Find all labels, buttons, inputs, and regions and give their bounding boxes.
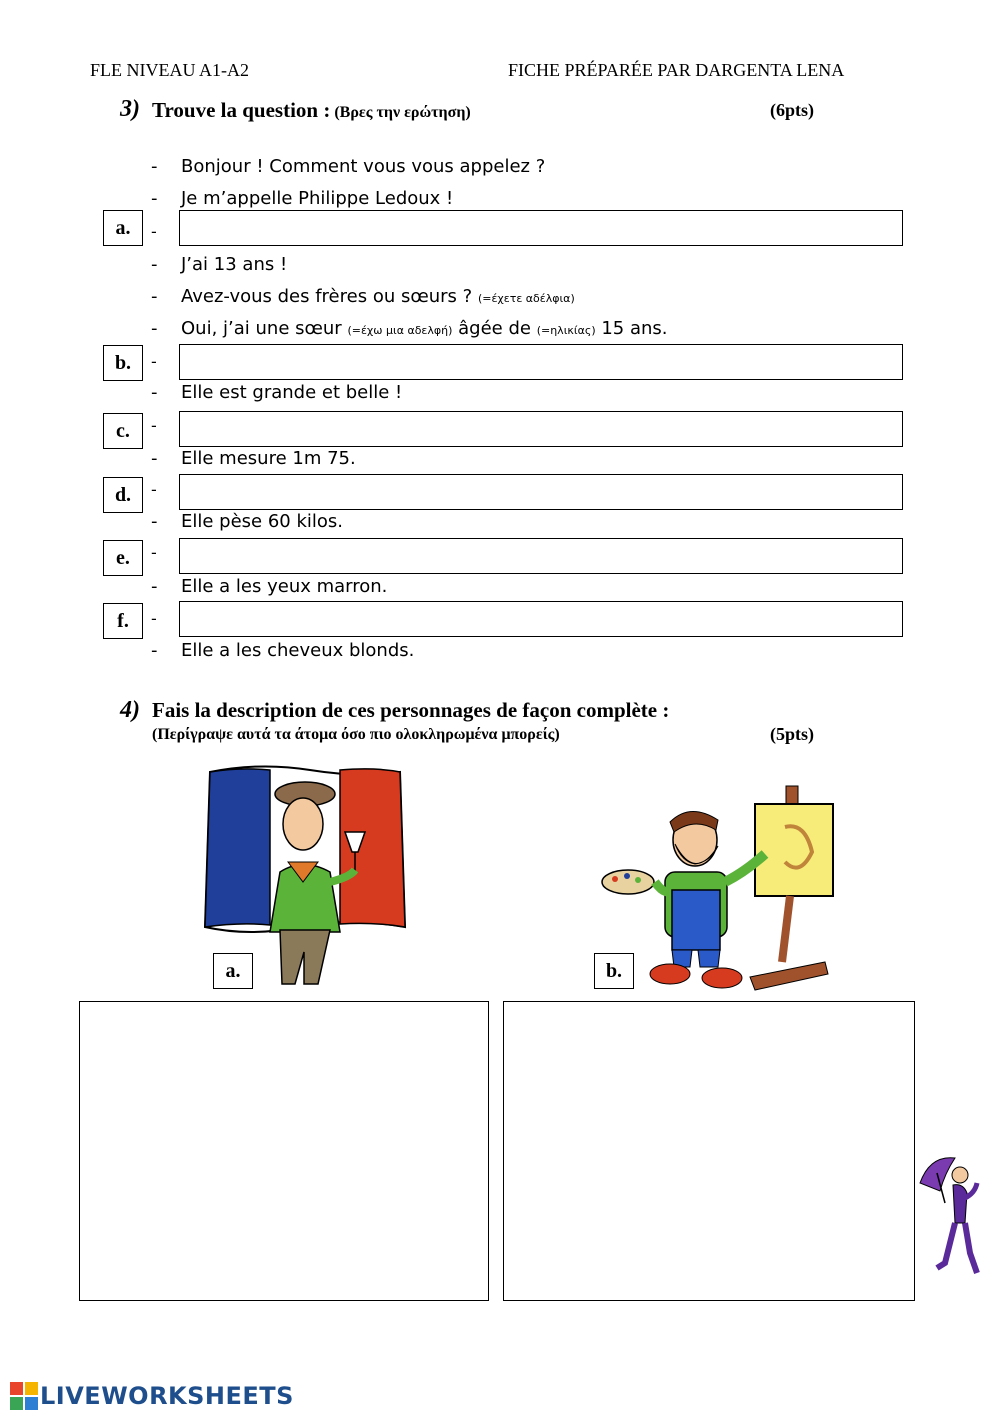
dash-a: - xyxy=(151,222,157,241)
dialogue-line-10: - Elle a les cheveux blonds. xyxy=(151,640,415,661)
section4-title: Fais la description de ces personnages de façon complète : xyxy=(152,698,670,722)
answer-field-f[interactable] xyxy=(179,601,903,637)
dash-b: - xyxy=(151,352,157,371)
dialogue-line-2: - Je m’appelle Philippe Ledoux ! xyxy=(151,188,454,209)
description-box-b[interactable] xyxy=(503,1001,915,1301)
section4-number: 4) xyxy=(120,697,140,723)
label-d: d. xyxy=(103,477,143,513)
dialogue-line-7: - Elle mesure 1m 75. xyxy=(151,448,356,469)
dialogue-line-1: - Bonjour ! Comment vous vous appelez ? xyxy=(151,156,546,177)
dash-d: - xyxy=(151,480,157,499)
label-a: a. xyxy=(103,210,143,246)
header-right: FICHE PRÉPARÉE PAR DARGENTA LENA xyxy=(508,60,845,80)
dialogue-line-5: - Oui, j’ai une sœur (=έχω μια αδελφή) âgée de (=ηλικίας) 15 ans. xyxy=(151,318,668,339)
section3-title-wrap xyxy=(152,98,471,123)
label-f: f. xyxy=(103,603,143,639)
footer-logo xyxy=(10,1382,294,1410)
answer-field-d[interactable] xyxy=(179,474,903,510)
label-e: e. xyxy=(103,540,143,576)
dialogue-line-8: - Elle pèse 60 kilos. xyxy=(151,511,344,532)
label-c: c. xyxy=(103,413,143,449)
section3-title: Trouve la question : xyxy=(152,98,331,122)
footer-logo-text: LIVEWORKSHEETS xyxy=(40,1382,294,1410)
dash-e: - xyxy=(151,543,157,562)
umbrella-figure-illustration xyxy=(915,1153,980,1275)
dialogue-line-9: - Elle a les yeux marron. xyxy=(151,576,388,597)
dialogue-line-6: - Elle est grande et belle ! xyxy=(151,382,403,403)
answer-field-b[interactable] xyxy=(179,344,903,380)
liveworksheets-logo-icon xyxy=(10,1382,38,1410)
section3-points: (6pts) xyxy=(770,100,814,120)
image-label-b: b. xyxy=(594,953,634,989)
image-label-a: a. xyxy=(213,953,253,989)
header-left: FLE NIVEAU A1-A2 xyxy=(90,60,249,80)
label-b: b. xyxy=(103,345,143,381)
description-box-a[interactable] xyxy=(79,1001,489,1301)
answer-field-c[interactable] xyxy=(179,411,903,447)
section3-title-greek: (Βρες την ερώτηση) xyxy=(334,104,471,121)
dialogue-line-3: - J’ai 13 ans ! xyxy=(151,254,288,275)
section4-subtitle: (Περίγραψε αυτά τα άτομα όσο πιο ολοκληρωμένα μπορείς) xyxy=(152,726,560,743)
painter-illustration xyxy=(600,782,835,994)
dash-c: - xyxy=(151,416,157,435)
section3-number: 3) xyxy=(120,96,140,122)
answer-field-a[interactable] xyxy=(179,210,903,246)
dialogue-line-4: - Avez-vous des frères ou sœurs ? (=έχετε αδέλφια) xyxy=(151,286,575,307)
section4-points: (5pts) xyxy=(770,724,814,744)
dash-f: - xyxy=(151,609,157,628)
answer-field-e[interactable] xyxy=(179,538,903,574)
